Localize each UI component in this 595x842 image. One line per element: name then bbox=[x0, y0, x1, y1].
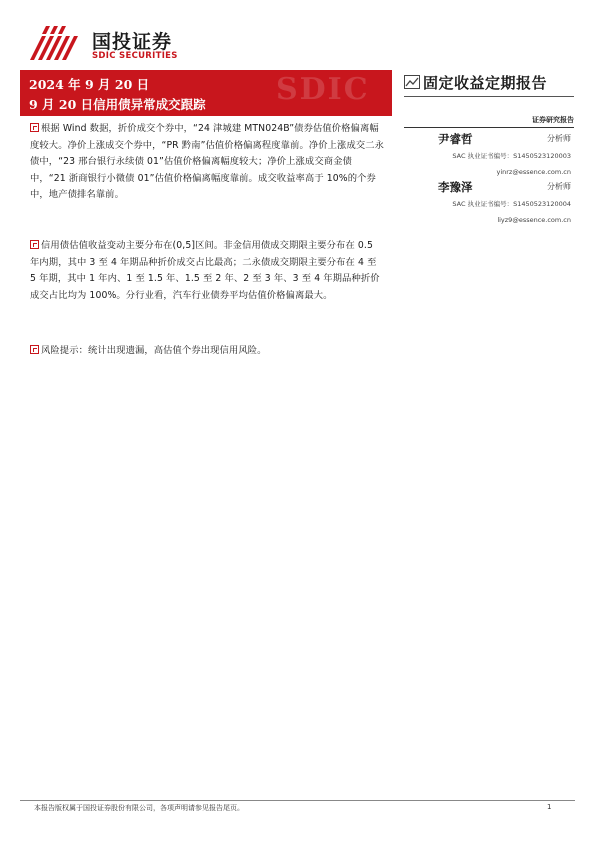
analyst-card bbox=[404, 131, 574, 179]
divider bbox=[404, 127, 574, 128]
brand-name-cn: 国投证券 bbox=[92, 31, 173, 53]
risk-warning bbox=[30, 343, 385, 360]
analyst-name: 李豫泽 bbox=[438, 180, 473, 194]
analyst-card bbox=[404, 179, 574, 227]
analyst-role: 分析师 bbox=[547, 182, 571, 191]
report-type-label: 固定收益定期报告 bbox=[423, 73, 548, 92]
brand-name-en: SDIC SECURITIES bbox=[92, 51, 178, 61]
analyst-sac-number: SAC 执业证书编号：S1450523120003 bbox=[452, 152, 571, 160]
report-subtype: 证券研究报告 bbox=[532, 116, 574, 124]
paragraph-text: 信用债估值收益变动主要分布在(0,5]区间。非金信用债成交期限主要分布在 0.5 年内期，其中 3 至 4 年期品种折价成交占比最高；二永债成交期限主要分布在 4 至 5 年期，其中 1 年内、1 至 1.5 年、1.5 至 2 年、2 至 3 年、3 至 4 年期品种折价成交占比均为 100%。分行业看，汽车行业债券平均估值价格偏离最大。 bbox=[30, 240, 380, 301]
report-type-heading bbox=[404, 70, 574, 94]
divider bbox=[404, 96, 574, 97]
report-title: 9 月 20 日信用债异常成交跟踪 bbox=[29, 97, 206, 112]
brand-logo bbox=[28, 24, 198, 64]
bullet-icon bbox=[30, 123, 39, 132]
header-banner bbox=[20, 70, 392, 116]
page-number: 1 bbox=[547, 803, 552, 811]
footer-divider bbox=[20, 800, 575, 801]
analyst-sac-number: SAC 执业证书编号：S1450523120004 bbox=[452, 200, 571, 208]
risk-warning-text: 风险提示：统计出现遗漏，高估值个券出现信用风险。 bbox=[41, 345, 267, 356]
analyst-email[interactable]: liyz9@essence.com.cn bbox=[497, 216, 571, 224]
analyst-email[interactable]: yinrz@essence.com.cn bbox=[496, 168, 571, 176]
bullet-icon bbox=[30, 345, 39, 354]
analyst-name: 尹睿哲 bbox=[438, 132, 473, 146]
analyst-role: 分析师 bbox=[547, 134, 571, 143]
sdic-logo-icon bbox=[28, 26, 86, 62]
line-chart-icon bbox=[404, 75, 420, 89]
bullet-icon bbox=[30, 240, 39, 249]
report-date: 2024 年 9 月 20 日 bbox=[29, 77, 150, 92]
paragraph-text: 根据 Wind 数据，折价成交个券中，“24 津城建 MTN024B”债券估值价格偏离幅度较大。净价上涨成交个券中，“PR 黔南”估值价格偏离程度靠前。净价上涨成交二永债中，“23 邢台银行永续债 01”估值价格偏离幅度较大；净价上涨成交商金债中，“21 浙商银行小微债 01”估值价格偏离幅度靠前。成交收益率高于 10%的个券中，地产债排名靠前。 bbox=[30, 123, 385, 201]
summary-paragraph-1 bbox=[30, 121, 385, 204]
footer-disclaimer: 本报告版权属于国投证券股份有限公司，各项声明请参见报告尾页。 bbox=[34, 804, 244, 812]
summary-paragraph-2 bbox=[30, 238, 385, 304]
banner-watermark: SDIC bbox=[276, 72, 370, 107]
